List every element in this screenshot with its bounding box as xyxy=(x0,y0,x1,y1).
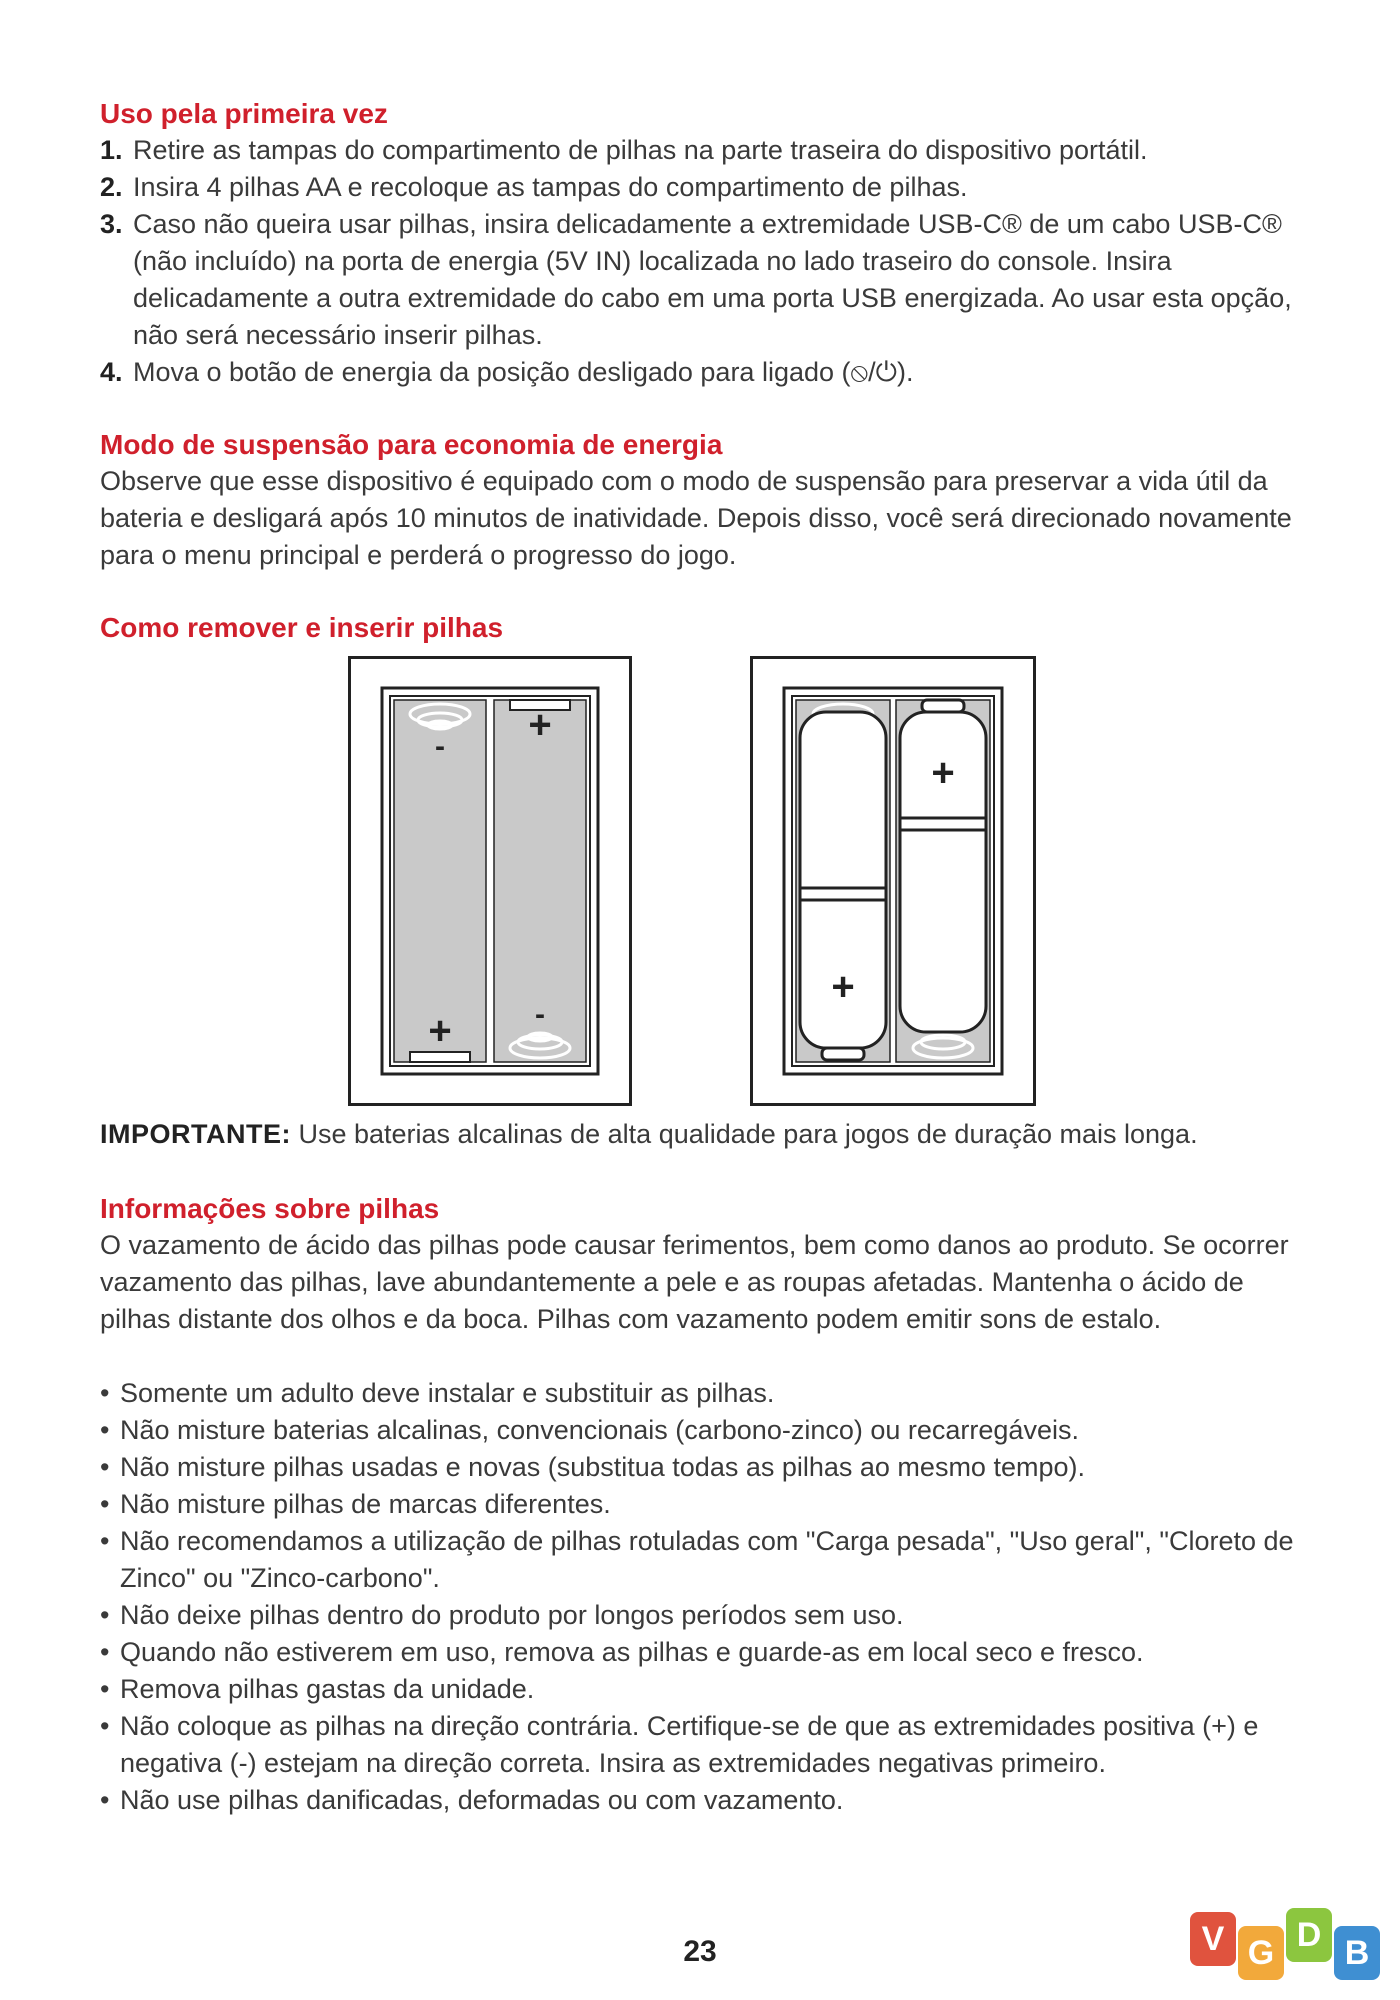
list-item xyxy=(100,1449,1310,1486)
bullet-icon: • xyxy=(100,1637,110,1667)
vgdb-watermark-logo xyxy=(1190,1908,1390,1984)
list-item xyxy=(100,1671,1310,1708)
battery-warnings-list xyxy=(100,1375,1310,1819)
bullet-icon: • xyxy=(100,1489,110,1519)
plus-sign: + xyxy=(831,965,855,1009)
list-item xyxy=(100,1782,1310,1819)
bullet-text: Não recomendamos a utilização de pilhas rotuladas com "Carga pesada", "Uso geral", "Cloreto de Zinco" ou "Zinco-carbono". xyxy=(120,1526,1294,1593)
important-note xyxy=(100,1116,1310,1153)
bullet-text: Não misture pilhas de marcas diferentes. xyxy=(120,1489,611,1519)
section-first-use xyxy=(100,96,1310,391)
list-item xyxy=(100,1597,1310,1634)
manual-page xyxy=(100,96,1310,1819)
list-item xyxy=(100,206,1310,354)
section-title-sleep-mode: Modo de suspensão para economia de energia xyxy=(100,429,723,460)
step-text: Mova o botão de energia da posição desligado para ligado (⦸/⏻). xyxy=(133,357,914,387)
list-item xyxy=(100,1523,1310,1597)
battery-aa xyxy=(900,700,986,1032)
list-item xyxy=(100,1634,1310,1671)
bullet-text: Não deixe pilhas dentro do produto por longos períodos sem uso. xyxy=(120,1600,904,1630)
minus-sign: - xyxy=(535,998,545,1031)
step-text: Insira 4 pilhas AA e recoloque as tampas do compartimento de pilhas. xyxy=(133,172,968,202)
watermark-tile: G xyxy=(1238,1926,1284,1980)
bullet-text: Não coloque as pilhas na direção contrária. Certifique-se de que as extremidades positiva (+) e negativa (-) estejam na direção correta. Insira as extremidades negativas primeiro. xyxy=(120,1711,1259,1778)
important-text: Use baterias alcalinas de alta qualidade para jogos de duração mais longa. xyxy=(290,1119,1198,1149)
step-text: Retire as tampas do compartimento de pilhas na parte traseira do dispositivo portátil. xyxy=(133,135,1148,165)
bullet-icon: • xyxy=(100,1785,110,1815)
first-use-steps xyxy=(100,132,1310,391)
bullet-text: Não misture baterias alcalinas, convencionais (carbono-zinco) ou recarregáveis. xyxy=(120,1415,1079,1445)
plus-sign: + xyxy=(428,1009,452,1053)
bullet-icon: • xyxy=(100,1526,110,1556)
bullet-icon: • xyxy=(100,1711,110,1741)
section-title-battery-info: Informações sobre pilhas xyxy=(100,1193,440,1224)
contact-plate xyxy=(410,1052,470,1062)
section-sleep-mode xyxy=(100,427,1310,574)
list-item xyxy=(100,1708,1310,1782)
watermark-tile: V xyxy=(1190,1912,1236,1966)
section-title-first-use: Uso pela primeira vez xyxy=(100,98,388,129)
bullet-icon: • xyxy=(100,1674,110,1704)
step-number: 2. xyxy=(100,172,123,202)
list-item xyxy=(100,1412,1310,1449)
inserted-batteries-figure xyxy=(750,656,1036,1106)
step-number: 4. xyxy=(100,357,123,387)
list-item xyxy=(100,132,1310,169)
bullet-icon: • xyxy=(100,1415,110,1445)
section-remove-insert xyxy=(100,610,1310,1106)
plus-sign: + xyxy=(931,751,955,795)
list-item xyxy=(100,1375,1310,1412)
step-text: Caso não queira usar pilhas, insira delicadamente a extremidade USB-C® de um cabo USB-C® (não incluído) na porta de energia (5V IN) localizada no lado traseiro do console. Insira delicadamente a outra extremidade do cabo em uma porta USB energizada. Ao usar esta opção, não será necessário inserir pilhas. xyxy=(133,209,1292,350)
watermark-tile: B xyxy=(1334,1926,1380,1980)
minus-sign: - xyxy=(435,730,445,763)
empty-battery-compartment-figure xyxy=(348,656,632,1106)
bullet-text: Não misture pilhas usadas e novas (substitua todas as pilhas ao mesmo tempo). xyxy=(120,1452,1085,1482)
page-number: 23 xyxy=(683,1935,717,1968)
bullet-text: Somente um adulto deve instalar e substituir as pilhas. xyxy=(120,1378,775,1408)
step-number: 1. xyxy=(100,135,123,165)
list-item xyxy=(100,1486,1310,1523)
bullet-text: Remova pilhas gastas da unidade. xyxy=(120,1674,535,1704)
bullet-icon: • xyxy=(100,1600,110,1630)
bullet-text: Não use pilhas danificadas, deformadas ou com vazamento. xyxy=(120,1785,844,1815)
list-item xyxy=(100,354,1310,391)
step-number: 3. xyxy=(100,209,123,239)
bullet-icon: • xyxy=(100,1378,110,1408)
section-battery-info xyxy=(100,1191,1310,1819)
bullet-icon: • xyxy=(100,1452,110,1482)
plus-sign: + xyxy=(528,703,552,747)
list-item xyxy=(100,169,1310,206)
watermark-tile: D xyxy=(1286,1908,1332,1962)
section-title-remove-insert: Como remover e inserir pilhas xyxy=(100,612,504,643)
sleep-mode-text: Observe que esse dispositivo é equipado com o modo de suspensão para preservar a vida útil da bateria e desligará após 10 minutos de inatividade. Depois disso, você será direcionado novamente para o menu principal e perderá o progresso do jogo. xyxy=(100,466,1292,570)
battery-figures xyxy=(100,656,1310,1106)
important-label: IMPORTANTE: xyxy=(100,1119,291,1149)
battery-info-text: O vazamento de ácido das pilhas pode causar ferimentos, bem como danos ao produto. Se ocorrer vazamento das pilhas, lave abundantemente a pele e as roupas afetadas. Mantenha o ácido de pilhas distante dos olhos e da boca. Pilhas com vazamento podem emitir sons de estalo. xyxy=(100,1230,1289,1334)
bullet-text: Quando não estiverem em uso, remova as pilhas e guarde-as em local seco e fresco. xyxy=(120,1637,1144,1667)
